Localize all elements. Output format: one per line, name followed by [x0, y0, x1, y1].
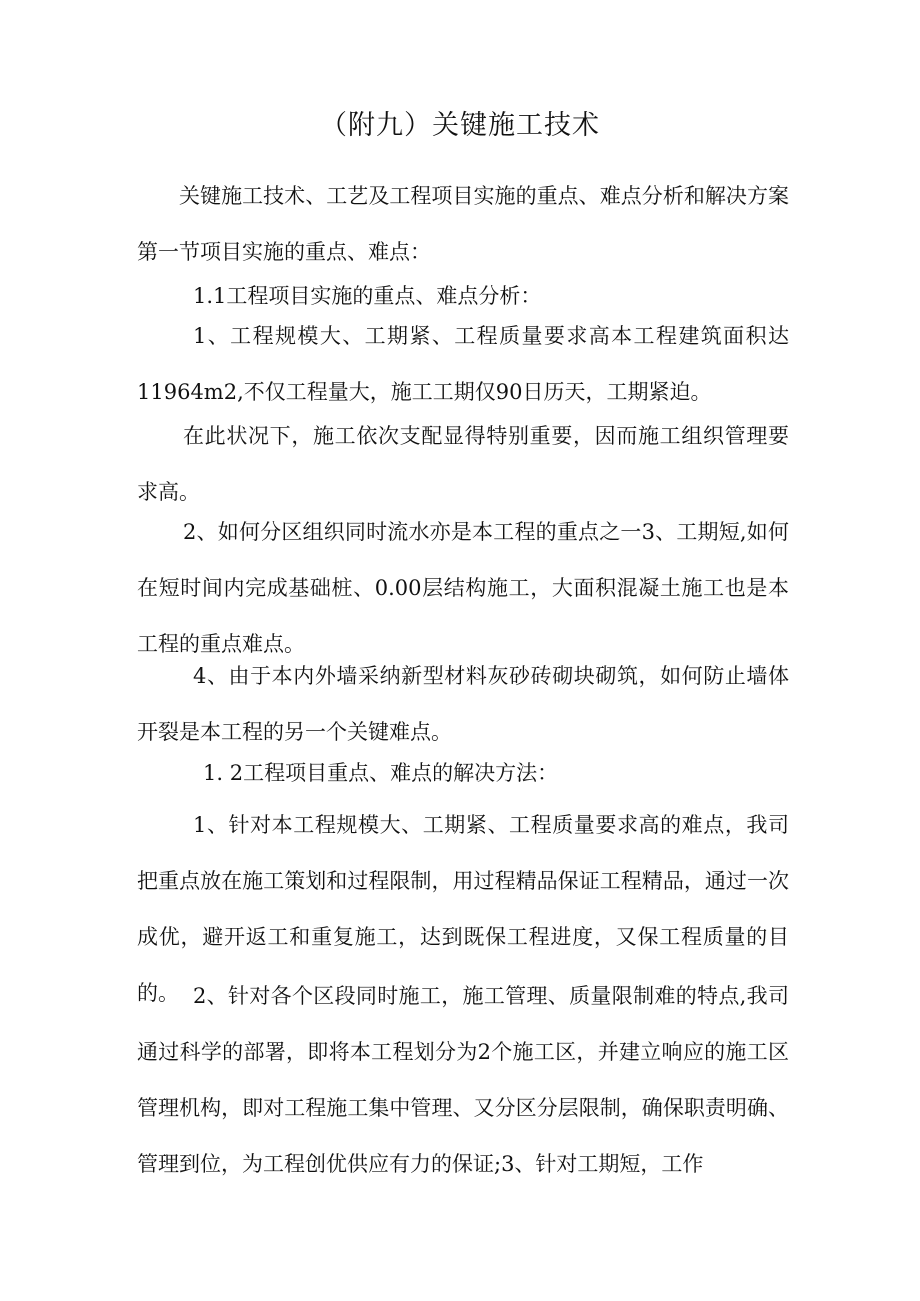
paragraph-point-2-3: 2、如何分区组织同时流水亦是本工程的重点之一3、工期短,如何在短时间内完成基础桩、0.00层结构施工，大面积混凝土施工也是本工程的重点难点。 [137, 520, 789, 656]
paragraph-management: 在此状况下，施工依次支配显得特别重要，因而施工组织管理要求高。 [137, 424, 789, 504]
paragraph-point-4: 4、由于本内外墙采纳新型材料灰砂砖砌块砌筑，如何防止墙体开裂是本工程的另一个关键难点。 [137, 664, 789, 744]
document-title: （附九）关键施工技术 [320, 110, 600, 141]
paragraph-section-1-2: 1. 2工程项目重点、难点的解决方法： [203, 761, 559, 785]
paragraph-intro: 关键施工技术、工艺及工程项目实施的重点、难点分析和解决方案第一节项目实施的重点、难点： [137, 184, 789, 264]
paragraph-solution-2: 2、针对各个区段同时施工，施工管理、质量限制难的特点,我司通过科学的部署，即将本工程划分为2个施工区，并建立响应的施工区管理机构，即对工程施工集中管理、又分区分层限制，确保职责明确、管理到位，为工程创优供应有力的保证;3、针对工期短，工作 [137, 984, 789, 1176]
paragraph-solution-1: 1、针对本工程规模大、工期紧、工程质量要求高的难点，我司把重点放在施工策划和过程限制，用过程精品保证工程精品，通过一次成优，避开返工和重复施工，达到既保工程进度，又保工程质量的目的。 [137, 813, 789, 1005]
paragraph-section-1-1: 1.1工程项目实施的重点、难点分析： [193, 284, 542, 308]
paragraph-point-1: 1、工程规模大、工期紧、工程质量要求高本工程建筑面积达11964m2,不仅工程量大，施工工期仅90日历天，工期紧迫。 [137, 324, 789, 404]
